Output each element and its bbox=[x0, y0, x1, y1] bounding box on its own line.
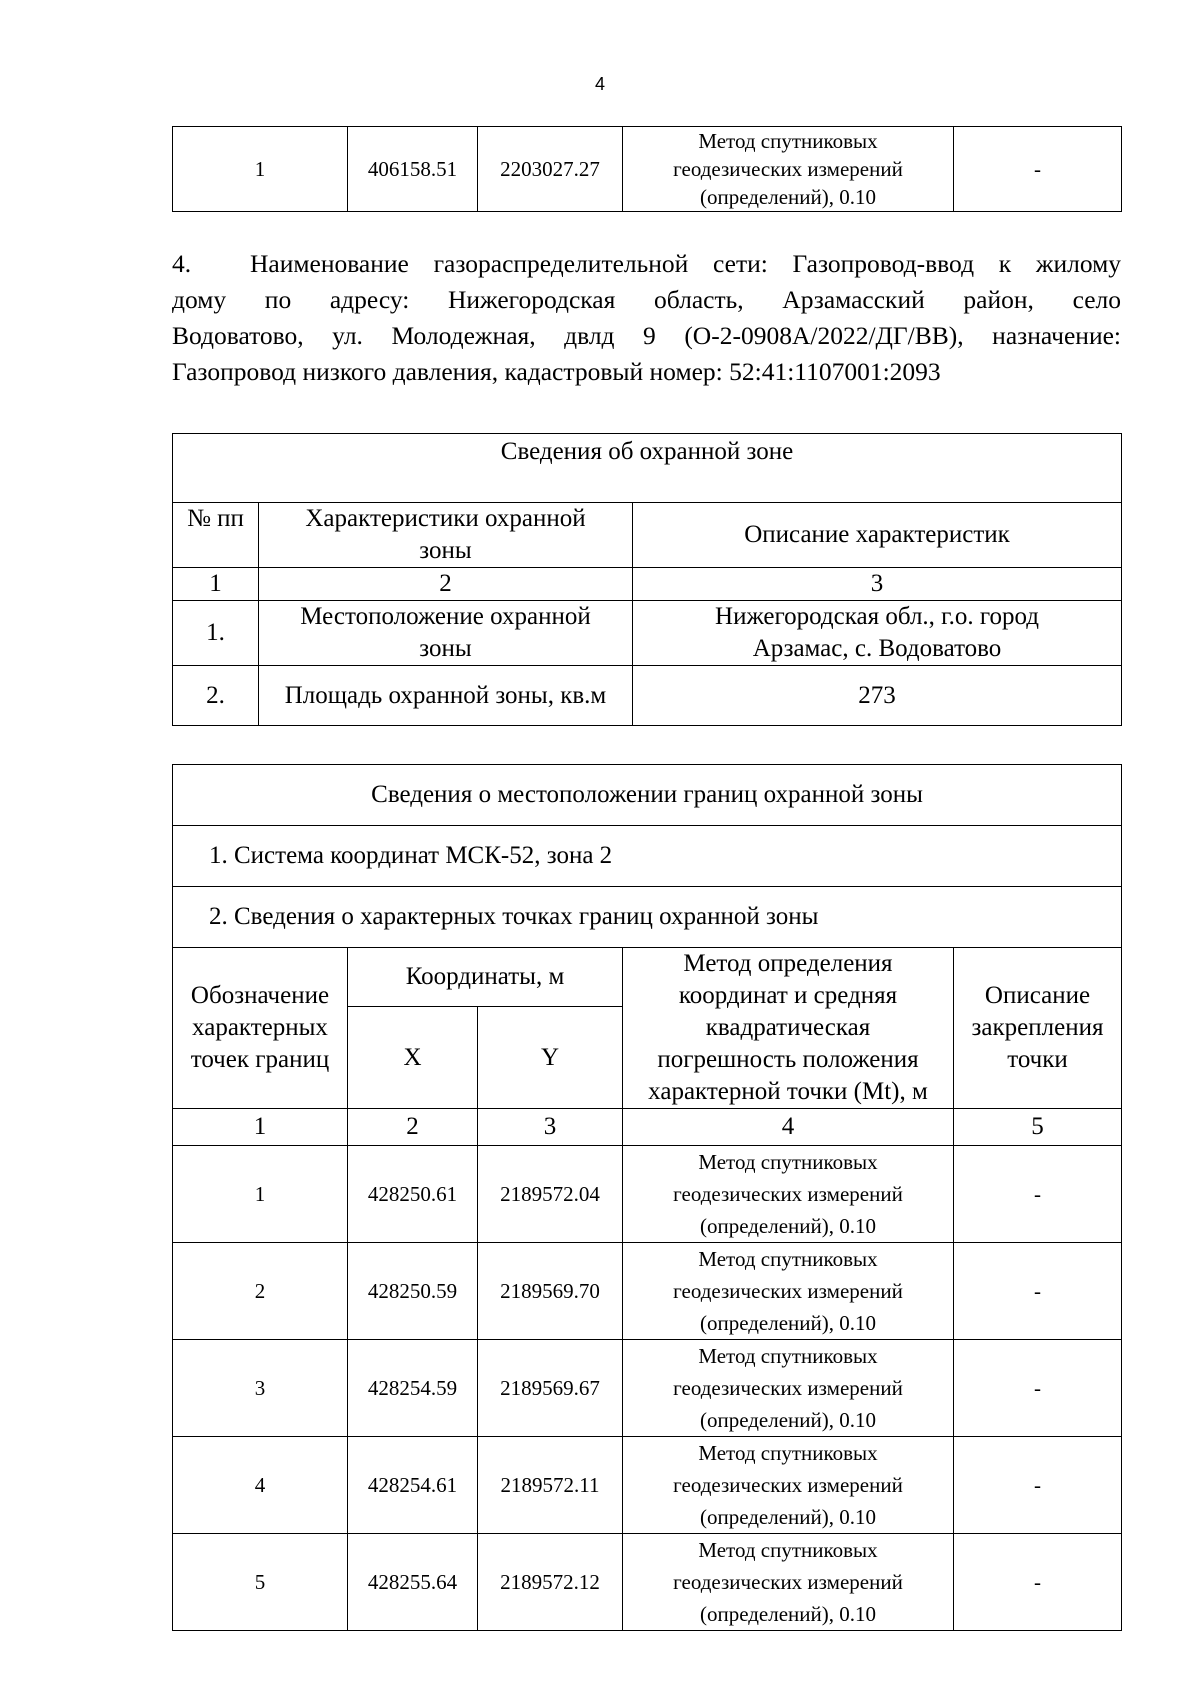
point-cell: 2 bbox=[173, 1243, 348, 1340]
table-row bbox=[173, 1534, 1122, 1631]
header-designation bbox=[173, 948, 348, 1109]
y-cell: 2189572.12 bbox=[478, 1534, 623, 1631]
page-number: 4 bbox=[594, 74, 605, 94]
method-cell bbox=[623, 1340, 954, 1437]
desc-cell: - bbox=[954, 1437, 1122, 1534]
method-cell bbox=[623, 1437, 954, 1534]
method-line: геодезических измерений bbox=[673, 1182, 903, 1206]
method-line: геодезических измерений bbox=[673, 1376, 903, 1400]
header-line: Обозначение bbox=[190, 982, 330, 1009]
row-characteristic bbox=[259, 601, 633, 666]
desc-cell: - bbox=[954, 1243, 1122, 1340]
y-cell: 2189569.70 bbox=[478, 1243, 623, 1340]
y-cell: 2203027.27 bbox=[478, 127, 623, 212]
method-line: (определений), 0.10 bbox=[699, 185, 877, 209]
bounds-table-title: Сведения о местоположении границ охранной зоны bbox=[173, 765, 1122, 826]
points-title: 2. Сведения о характерных точках границ охранной зоны bbox=[173, 887, 1122, 948]
desc-cell: - bbox=[954, 1146, 1122, 1243]
method-line: (определений), 0.10 bbox=[699, 1214, 877, 1238]
col-number: 2 bbox=[348, 1109, 478, 1146]
table-row bbox=[173, 1340, 1122, 1437]
header-line: характерной точки (Mt), м bbox=[648, 1078, 928, 1105]
method-line: Метод спутниковых bbox=[698, 1344, 878, 1368]
col-number: 4 bbox=[623, 1109, 954, 1146]
row-num: 2. bbox=[173, 666, 259, 726]
section-number: 4. bbox=[172, 249, 192, 278]
header-line: Метод определения bbox=[683, 950, 893, 977]
col-number: 3 bbox=[633, 568, 1122, 601]
method-line: Метод спутниковых bbox=[698, 1441, 878, 1465]
zone-table-title: Сведения об охранной зоне bbox=[173, 434, 1122, 503]
header-num: № пп bbox=[173, 503, 259, 568]
row-num: 1. bbox=[173, 601, 259, 666]
desc-cell: - bbox=[954, 127, 1122, 212]
header-line: квадратическая bbox=[705, 1014, 871, 1041]
zone-info-table bbox=[172, 433, 1122, 726]
point-cell: 5 bbox=[173, 1534, 348, 1631]
method-cell bbox=[623, 1243, 954, 1340]
header-line: закрепления bbox=[971, 1014, 1104, 1041]
coord-system: 1. Система координат МСК-52, зона 2 bbox=[173, 826, 1122, 887]
row-description bbox=[633, 601, 1122, 666]
method-line: (определений), 0.10 bbox=[699, 1602, 877, 1626]
col-number: 2 bbox=[259, 568, 633, 601]
point-cell: 1 bbox=[173, 1146, 348, 1243]
method-line: (определений), 0.10 bbox=[699, 1408, 877, 1432]
x-cell: 428254.61 bbox=[348, 1437, 478, 1534]
point-cell: 3 bbox=[173, 1340, 348, 1437]
header-characteristics bbox=[259, 503, 633, 568]
x-cell: 428255.64 bbox=[348, 1534, 478, 1631]
col-number: 5 bbox=[954, 1109, 1122, 1146]
row-description: 273 bbox=[633, 666, 1122, 726]
method-line: (определений), 0.10 bbox=[699, 1311, 877, 1335]
header-line: Описание bbox=[984, 982, 1091, 1009]
header-coordinates: Координаты, м bbox=[348, 948, 623, 1007]
col-number: 1 bbox=[173, 568, 259, 601]
cell-line: Нижегородская обл., г.о. город bbox=[715, 603, 1039, 630]
table-row bbox=[173, 666, 1122, 726]
method-line: геодезических измерений bbox=[673, 1473, 903, 1497]
desc-cell: - bbox=[954, 1340, 1122, 1437]
point-cell: 4 bbox=[173, 1437, 348, 1534]
cell-line: Арзамас, с. Водоватово bbox=[752, 635, 1002, 662]
table-row bbox=[173, 1437, 1122, 1534]
desc-cell: - bbox=[954, 1534, 1122, 1631]
table-row bbox=[173, 1243, 1122, 1340]
header-x: X bbox=[348, 1007, 478, 1109]
header-line: зоны bbox=[419, 537, 472, 564]
header-method bbox=[623, 948, 954, 1109]
header-description: Описание характеристик bbox=[633, 503, 1122, 568]
method-line: Метод спутниковых bbox=[698, 1538, 878, 1562]
method-cell bbox=[623, 127, 954, 212]
method-cell bbox=[623, 1534, 954, 1631]
header-line: координат и средняя bbox=[678, 982, 898, 1009]
section-paragraph bbox=[172, 246, 1121, 390]
y-cell: 2189572.11 bbox=[478, 1437, 623, 1534]
boundaries-table bbox=[172, 764, 1122, 1631]
header-line: Характеристики охранной bbox=[305, 505, 586, 532]
header-line: характерных bbox=[192, 1014, 328, 1041]
paragraph-text: Наименование газораспределительной сети: Газопровод-ввод к жилому bbox=[250, 249, 1121, 278]
header-line: точек границ bbox=[190, 1046, 330, 1073]
method-line: Метод спутниковых bbox=[698, 1150, 878, 1174]
method-line: геодезических измерений bbox=[673, 1279, 903, 1303]
y-cell: 2189572.04 bbox=[478, 1146, 623, 1243]
col-number: 3 bbox=[478, 1109, 623, 1146]
method-cell bbox=[623, 1146, 954, 1243]
header-line: погрешность положения bbox=[657, 1046, 919, 1073]
paragraph-line: дому по адресу: Нижегородская область, Арзамасский район, село bbox=[172, 285, 1121, 314]
table-row bbox=[173, 1146, 1122, 1243]
x-cell: 428250.61 bbox=[348, 1146, 478, 1243]
header-line: точки bbox=[1007, 1046, 1068, 1073]
method-line: (определений), 0.10 bbox=[699, 1505, 877, 1529]
paragraph-line: Газопровод низкого давления, кадастровый номер: 52:41:1107001:2093 bbox=[172, 357, 941, 386]
y-cell: 2189569.67 bbox=[478, 1340, 623, 1437]
paragraph-line: Водоватово, ул. Молодежная, двлд 9 (О-2-0908А/2022/ДГ/ВВ), назначение: bbox=[172, 321, 1121, 350]
col-number: 1 bbox=[173, 1109, 348, 1146]
header-desc bbox=[954, 948, 1122, 1109]
table-row bbox=[173, 601, 1122, 666]
point-cell: 1 bbox=[173, 127, 348, 212]
method-line: геодезических измерений bbox=[673, 1570, 903, 1594]
x-cell: 428250.59 bbox=[348, 1243, 478, 1340]
paragraph-line bbox=[172, 246, 1121, 282]
cell-line: Местоположение охранной bbox=[300, 603, 591, 630]
x-cell: 428254.59 bbox=[348, 1340, 478, 1437]
method-line: Метод спутниковых bbox=[698, 1247, 878, 1271]
top-coordinates-table bbox=[172, 126, 1122, 212]
row-characteristic: Площадь охранной зоны, кв.м bbox=[259, 666, 633, 726]
cell-line: зоны bbox=[419, 635, 472, 662]
x-cell: 406158.51 bbox=[348, 127, 478, 212]
method-line: геодезических измерений bbox=[673, 157, 903, 181]
table-row bbox=[173, 127, 1122, 212]
header-y: Y bbox=[478, 1007, 623, 1109]
method-line: Метод спутниковых bbox=[698, 129, 878, 153]
